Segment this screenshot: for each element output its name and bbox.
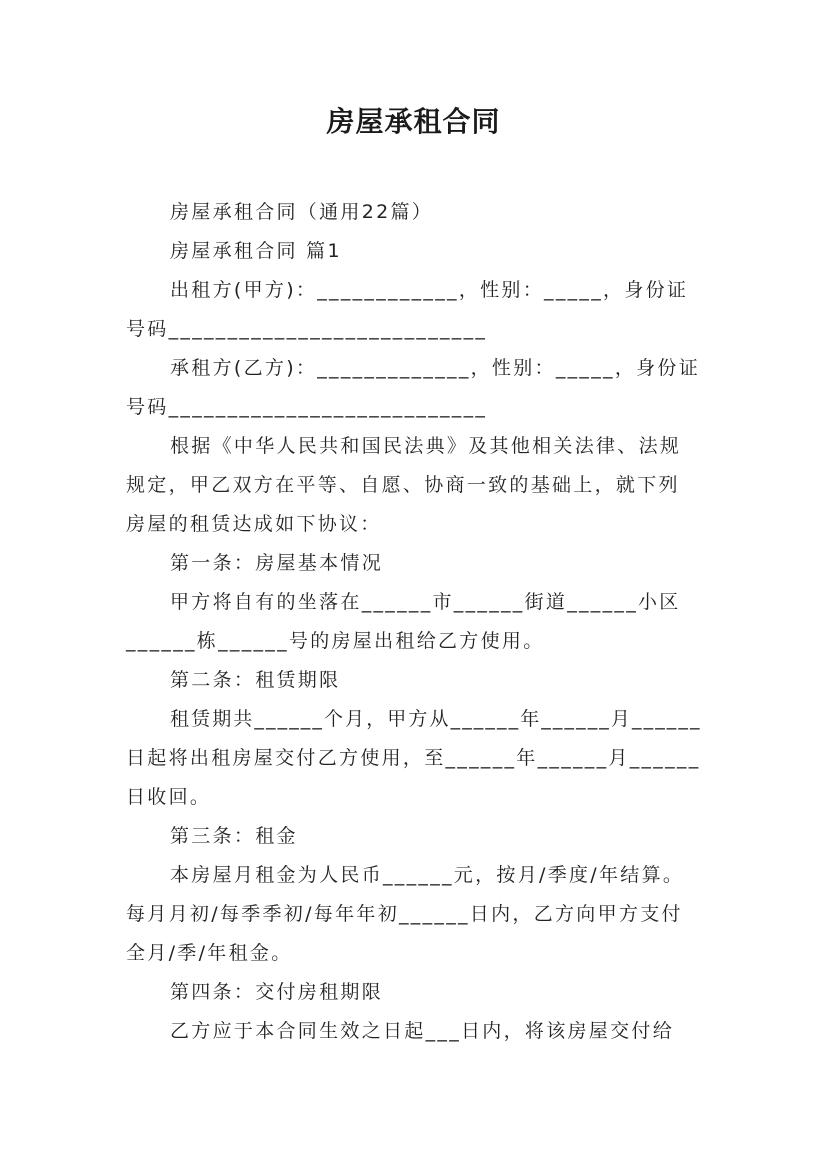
article-text-line: 乙方应于本合同生效之日起___日内，将该房屋交付给 (170, 1020, 675, 1042)
article-text-line: 每月月初/每季季初/每年年初______日内，乙方向甲方支付 (126, 903, 683, 925)
article-text-line: 本房屋月租金为人民币______元，按月/季度/年结算。 (170, 864, 685, 886)
lessor-line: 出租方(甲方)：____________，性别：_____，身份证 (170, 279, 689, 301)
section-heading: 房屋承租合同 篇1 (170, 240, 342, 262)
lessor-id-line: 号码___________________________ (126, 318, 488, 340)
article-text-line: 甲方将自有的坐落在______市______街道______小区 (170, 591, 681, 613)
document-subtitle: 房屋承租合同（通用22篇） (170, 201, 434, 223)
preamble-line: 房屋的租赁达成如下协议： (126, 513, 382, 535)
preamble-line: 规定，甲乙双方在平等、自愿、协商一致的基础上，就下列 (126, 474, 680, 496)
preamble-line: 根据《中华人民共和国民法典》及其他相关法律、法规 (170, 435, 682, 457)
article-text-line: 租赁期共______个月，甲方从______年______月______ (170, 708, 702, 730)
article-heading: 第四条：交付房租期限 (170, 981, 384, 1003)
article-text-line: ______栋______号的房屋出租给乙方使用。 (126, 630, 545, 652)
article-text-line: 日收回。 (126, 786, 212, 808)
article-heading: 第二条：租赁期限 (170, 669, 341, 691)
article-heading: 第三条：租金 (170, 825, 298, 847)
document-title: 房屋承租合同 (326, 105, 501, 138)
article-text-line: 全月/季/年租金。 (126, 942, 293, 964)
lessee-line: 承租方(乙方)：_____________，性别：_____，身份证 (170, 357, 701, 379)
article-heading: 第一条：房屋基本情况 (170, 552, 384, 574)
article-text-line: 日起将出租房屋交付乙方使用，至______年______月______ (126, 747, 701, 769)
lessee-id-line: 号码___________________________ (126, 396, 488, 418)
